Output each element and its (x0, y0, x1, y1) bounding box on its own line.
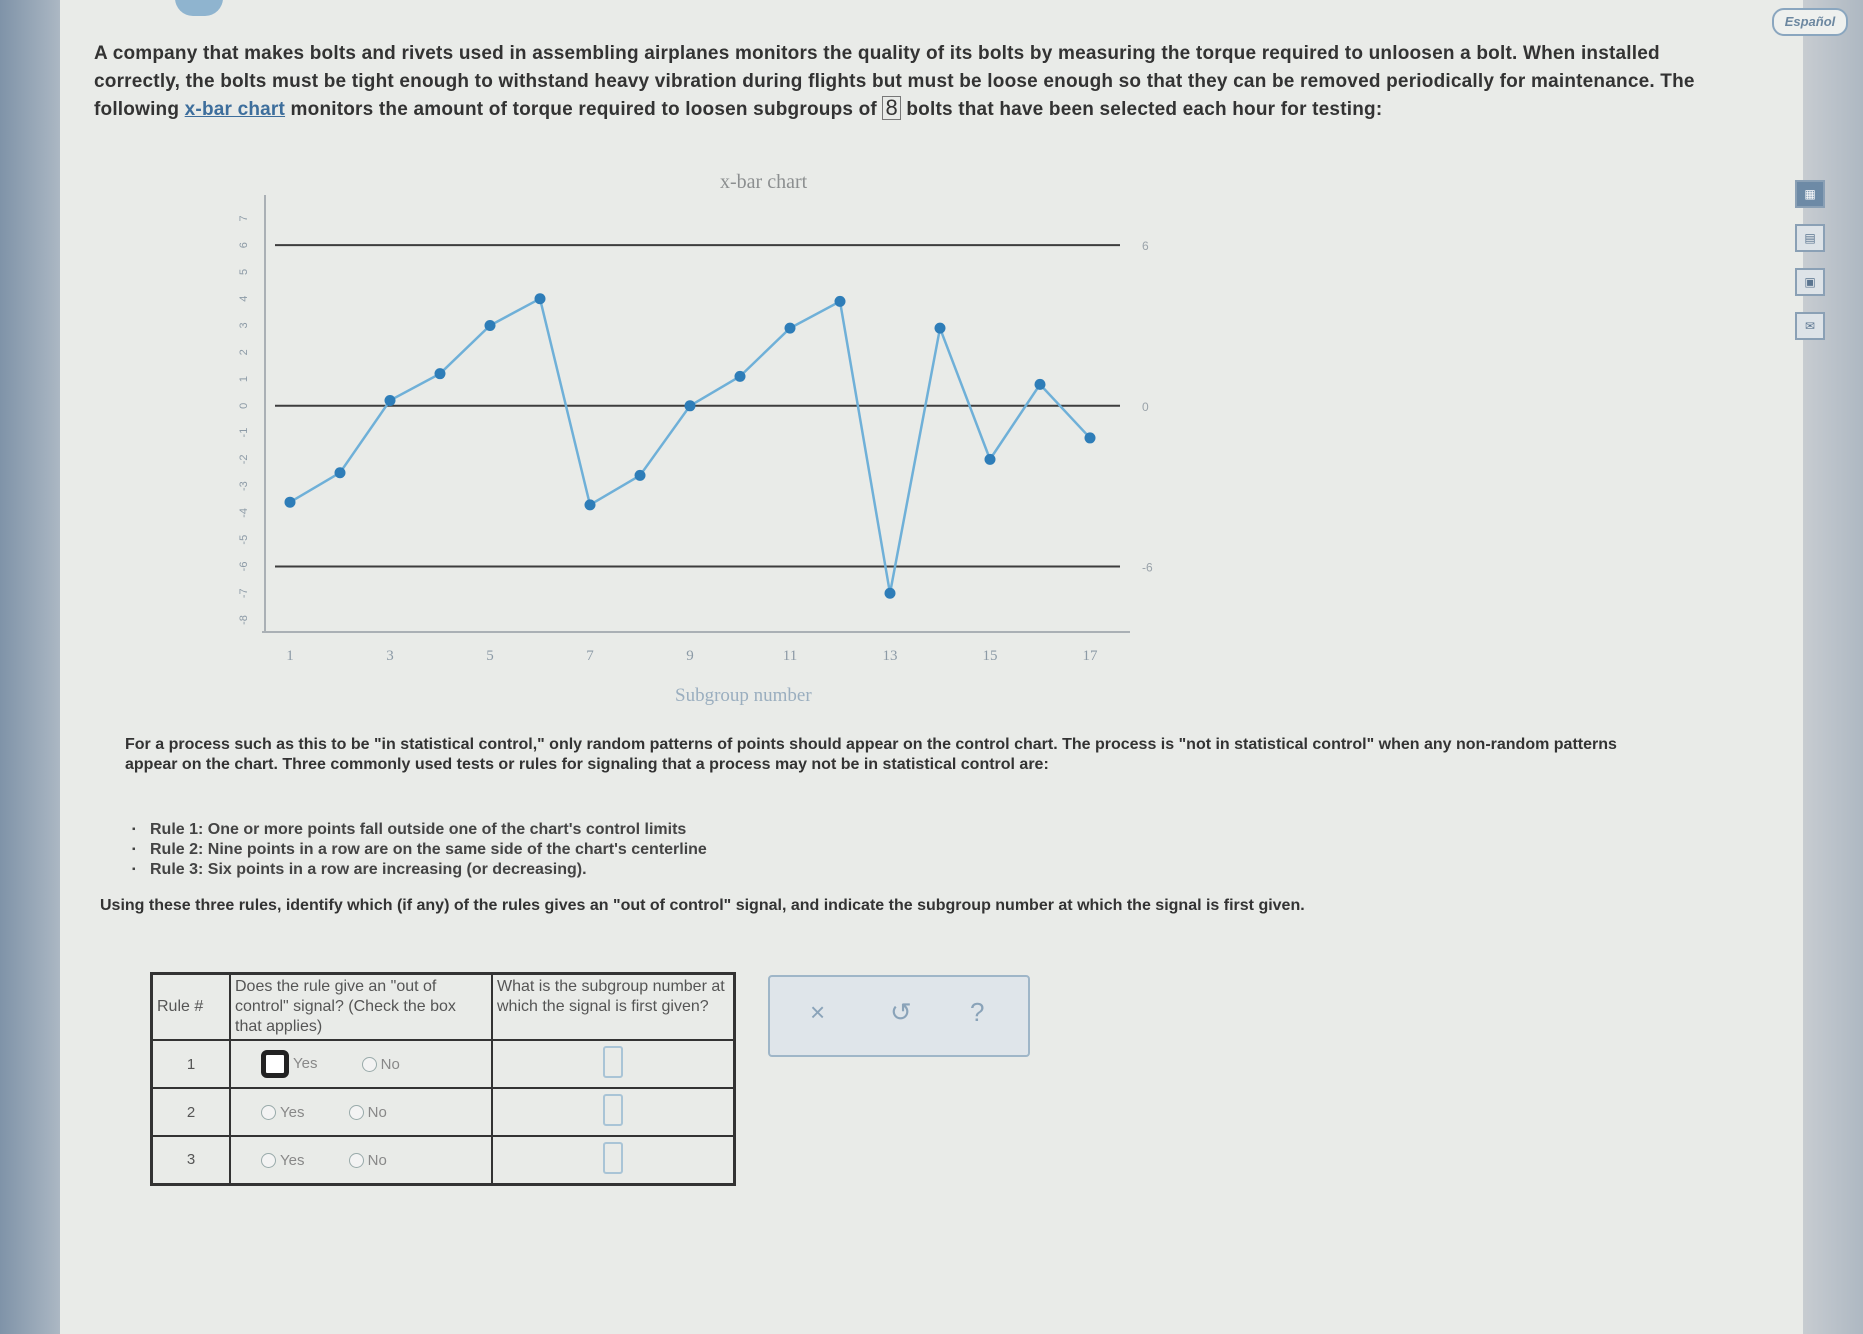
rule-2: ▪ Rule 2: Nine points in a row are on the same side of the chart's centerline (150, 840, 707, 860)
data-point (885, 588, 896, 599)
yes-label: Yes (280, 1103, 305, 1121)
subgroup-answer (492, 1088, 735, 1136)
header-signal: Does the rule give an "out of control" signal? (Check the box that applies) (230, 974, 492, 1041)
yes-label: Yes (293, 1054, 318, 1072)
data-point (585, 499, 596, 510)
control-line-label: 0 (1142, 399, 1149, 414)
data-point (735, 371, 746, 382)
undo-button[interactable]: ↺ (890, 997, 912, 1027)
mail-icon[interactable]: ✉ (1795, 312, 1825, 340)
intro-text-3: bolts that have been selected each hour for testing: (900, 99, 1383, 120)
xbar-chart (220, 165, 1370, 725)
subgroup-size: 8 (882, 96, 900, 120)
language-button[interactable]: Español (1772, 8, 1848, 36)
yes-label: Yes (280, 1151, 305, 1169)
xbar-chart-link[interactable]: x-bar chart (184, 99, 286, 120)
control-line-label: -6 (1142, 560, 1153, 575)
table-row (152, 1040, 735, 1088)
data-point (1035, 379, 1046, 390)
yes-option[interactable] (261, 1152, 304, 1169)
x-tick-label: 7 (586, 648, 594, 664)
y-tick-label: 4 (238, 295, 250, 302)
x-tick-label: 15 (982, 648, 998, 664)
subgroup-answer (492, 1040, 735, 1088)
y-tick-label: 7 (238, 215, 250, 222)
data-point (385, 395, 396, 406)
x-tick-label: 5 (486, 648, 494, 664)
data-series-line (290, 299, 1090, 594)
table-icon[interactable]: ▤ (1795, 224, 1825, 252)
clear-button[interactable]: × (810, 997, 826, 1027)
intro-text-2: monitors the amount of torque required to loosen subgroups of (285, 99, 883, 120)
no-label: No (367, 1103, 387, 1121)
yes-radio[interactable] (261, 1153, 276, 1168)
y-tick-label: -3 (238, 481, 250, 492)
answer-actions (768, 975, 1030, 1057)
data-point (835, 296, 846, 307)
header-rule: Rule # (152, 974, 231, 1041)
x-tick-label: 17 (1082, 648, 1098, 664)
signal-choice (230, 1088, 492, 1136)
intro-text-1: A company that makes bolts and rivets used in assembling airplanes monitors the quality of its bolts by measuring the torque required to unloosen a bolt. When installed correctly, the bolts must be tight enough to withstand heavy vibration during flights but must be loose enough so that they can be removed periodically for maintenance. The following (94, 43, 1695, 120)
formula-icon[interactable]: ▣ (1795, 268, 1825, 296)
rule-number: 3 (152, 1136, 231, 1184)
x-axis-label: Subgroup number (675, 685, 812, 706)
y-tick-label: -6 (238, 561, 250, 572)
tool-sidebar (1790, 180, 1830, 356)
question-text: Using these three rules, identify which (if any) of the rules gives an "out of control" signal, and indicate the subgroup number at which the signal is first given. (100, 897, 1305, 914)
no-label: No (367, 1151, 387, 1169)
data-point (335, 467, 346, 478)
no-option[interactable] (362, 1056, 400, 1073)
y-tick-label: 6 (238, 242, 250, 249)
calculator-icon[interactable]: ▦ (1795, 180, 1825, 208)
y-tick-label: -8 (238, 615, 250, 625)
data-point (535, 293, 546, 304)
y-tick-label: -1 (238, 427, 250, 438)
y-tick-label: 0 (238, 402, 250, 409)
y-tick-label: 1 (238, 375, 250, 383)
no-label: No (380, 1055, 400, 1073)
signal-choice (230, 1040, 492, 1088)
y-tick-label: 5 (238, 268, 250, 275)
y-tick-label: -2 (238, 454, 250, 465)
x-tick-label: 3 (386, 648, 394, 664)
no-radio[interactable] (349, 1153, 364, 1168)
subgroup-answer (492, 1136, 735, 1184)
answer-table (150, 972, 736, 1186)
control-line-label: 6 (1142, 239, 1149, 254)
yes-radio[interactable] (261, 1105, 276, 1120)
y-tick-label: -7 (238, 588, 250, 599)
rule-1: ▪ Rule 1: One or more points fall outside one of the chart's control limits (150, 820, 707, 840)
x-tick-label: 9 (686, 648, 694, 664)
x-tick-label: 11 (782, 648, 798, 664)
data-point (685, 400, 696, 411)
header-subgroup: What is the subgroup number at which the signal is first given? (492, 974, 735, 1041)
rule-number: 2 (152, 1088, 231, 1136)
table-row (152, 1088, 735, 1136)
rule-3: ▪ Rule 3: Six points in a row are increasing (or decreasing). (150, 860, 707, 880)
no-option[interactable] (349, 1152, 387, 1169)
data-point (485, 320, 496, 331)
no-radio[interactable] (349, 1105, 364, 1120)
help-button[interactable]: ? (970, 997, 985, 1027)
subgroup-input[interactable] (603, 1142, 623, 1174)
y-tick-label: 3 (238, 322, 250, 329)
subgroup-input[interactable] (603, 1094, 623, 1126)
data-point (635, 470, 646, 481)
signal-choice (230, 1136, 492, 1184)
subgroup-input[interactable] (603, 1046, 623, 1078)
data-point (1085, 432, 1096, 443)
y-tick-label: 2 (238, 349, 250, 356)
yes-option[interactable] (261, 1104, 304, 1121)
data-point (985, 454, 996, 465)
y-tick-label: -4 (238, 508, 250, 518)
rules-intro: For a process such as this to be "in statistical control," only random patterns of points should appear on the control chart. The process is "not in statistical control" when any non-random patterns appear on the chart. Three commonly used tests or rules for signaling that a process may not be in statistical control are: (125, 736, 1617, 773)
rules-list (150, 820, 707, 880)
yes-option[interactable] (261, 1050, 317, 1078)
data-point (435, 368, 446, 379)
y-tick-label: -5 (238, 534, 250, 545)
rule-number: 1 (152, 1040, 231, 1088)
data-point (785, 323, 796, 334)
no-option[interactable] (349, 1104, 387, 1121)
problem-statement (94, 40, 1734, 124)
yes-radio[interactable] (261, 1050, 289, 1078)
no-radio[interactable] (362, 1057, 377, 1072)
chart-svg (220, 165, 1370, 725)
chart-title: x-bar chart (720, 171, 808, 193)
table-row (152, 1136, 735, 1184)
x-tick-label: 1 (286, 648, 294, 664)
data-point (285, 497, 296, 508)
data-point (935, 323, 946, 334)
x-tick-label: 13 (882, 648, 898, 664)
